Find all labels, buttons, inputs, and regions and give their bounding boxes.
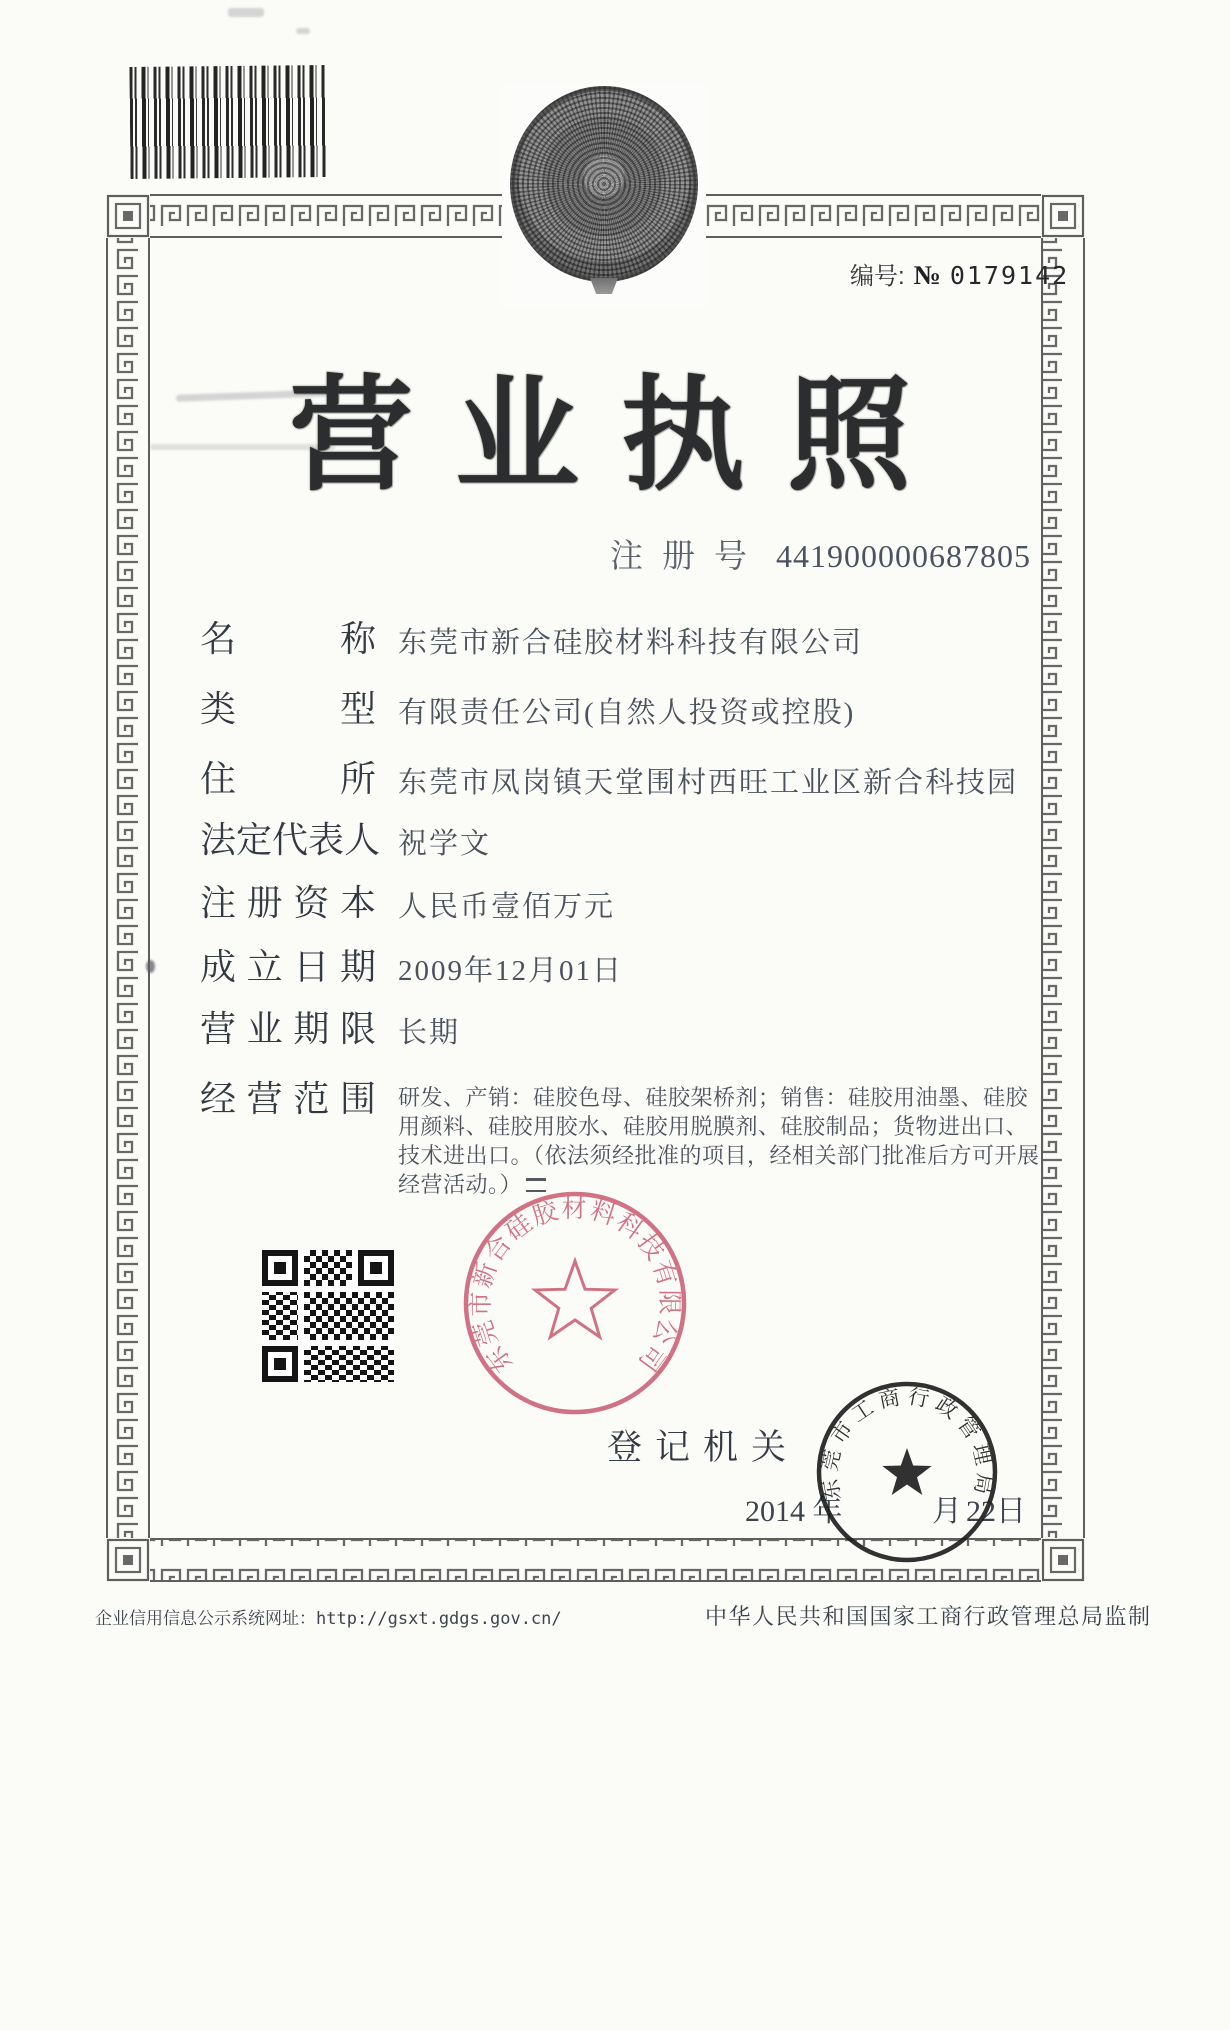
national-emblem-circle bbox=[510, 86, 698, 282]
serial-number-line bbox=[850, 256, 1069, 291]
field-label: 名 称 bbox=[200, 619, 376, 659]
field-label: 类 型 bbox=[200, 689, 376, 729]
issue-date-month: 月 bbox=[932, 1495, 962, 1528]
field-value: 有限责任公司(自然人投资或控股) bbox=[398, 697, 856, 729]
license-title: 营业执照 bbox=[288, 368, 953, 505]
field-label: 营 业 期 限 bbox=[200, 1009, 376, 1049]
national-emblem bbox=[502, 84, 706, 308]
footer-issuing-authority: 中华人民共和国国家工商行政管理总局监制 bbox=[705, 1604, 1152, 1629]
field-label: 成 立 日 期 bbox=[200, 947, 376, 987]
qr-code bbox=[262, 1250, 394, 1382]
field-label: 住 所 bbox=[200, 759, 376, 799]
company-seal-text: 东莞市新合硅胶材料科技有限公司 bbox=[467, 1195, 683, 1378]
field-value: 2009年12月01日 bbox=[398, 955, 624, 987]
registration-number: 441900000687805 bbox=[776, 538, 1031, 574]
registrar-label: 登记机关 bbox=[607, 1428, 800, 1467]
field-label: 经 营 范 围 bbox=[200, 1079, 376, 1119]
barcode bbox=[129, 65, 326, 179]
scan-smudge bbox=[228, 8, 264, 17]
scan-smudge bbox=[296, 28, 310, 34]
field-value: 东莞市凤岗镇天堂围村西旺工业区新合科技园 bbox=[398, 767, 1019, 799]
business-scope-text: 研发、产销：硅胶色母、硅胶架桥剂；销售：硅胶用油墨、硅胶用颜料、硅胶用胶水、硅胶用脱膜剂、硅胶制品；货物进出口、技术进出口。（依法须经批准的项目，经相关部门批准后方可开展经营活动。） bbox=[398, 1085, 1040, 1197]
star-icon bbox=[535, 1261, 615, 1337]
serial-label: 编号: bbox=[850, 263, 905, 290]
registrar-seal-text: 东莞市工商行政管理局 bbox=[816, 1384, 998, 1503]
issue-date-day: 22日 bbox=[966, 1495, 1026, 1528]
serial-number: 0179142 bbox=[949, 261, 1070, 290]
footer-public-info-url: 企业信用信息公示系统网址：http://gsxt.gdgs.gov.cn/ bbox=[95, 1609, 562, 1629]
star-icon bbox=[882, 1448, 931, 1495]
registration-label: 注册号 bbox=[610, 539, 766, 575]
national-emblem-tail bbox=[590, 278, 618, 294]
field-value: 长期 bbox=[398, 1017, 461, 1049]
field-value bbox=[398, 1083, 1050, 1199]
company-seal bbox=[460, 1188, 690, 1418]
field-label: 法 定 代 表 人 bbox=[200, 820, 381, 860]
field-value: 东莞市新合硅胶材料科技有限公司 bbox=[398, 627, 864, 659]
field-label: 注 册 资 本 bbox=[200, 883, 376, 923]
field-value: 人民币壹佰万元 bbox=[398, 891, 616, 923]
numero-symbol: № bbox=[913, 260, 941, 290]
field-value: 祝学文 bbox=[398, 828, 492, 860]
registration-number-line bbox=[610, 530, 1031, 577]
registrar-seal bbox=[813, 1378, 1001, 1566]
issue-date-year: 2014 年 bbox=[745, 1495, 843, 1528]
